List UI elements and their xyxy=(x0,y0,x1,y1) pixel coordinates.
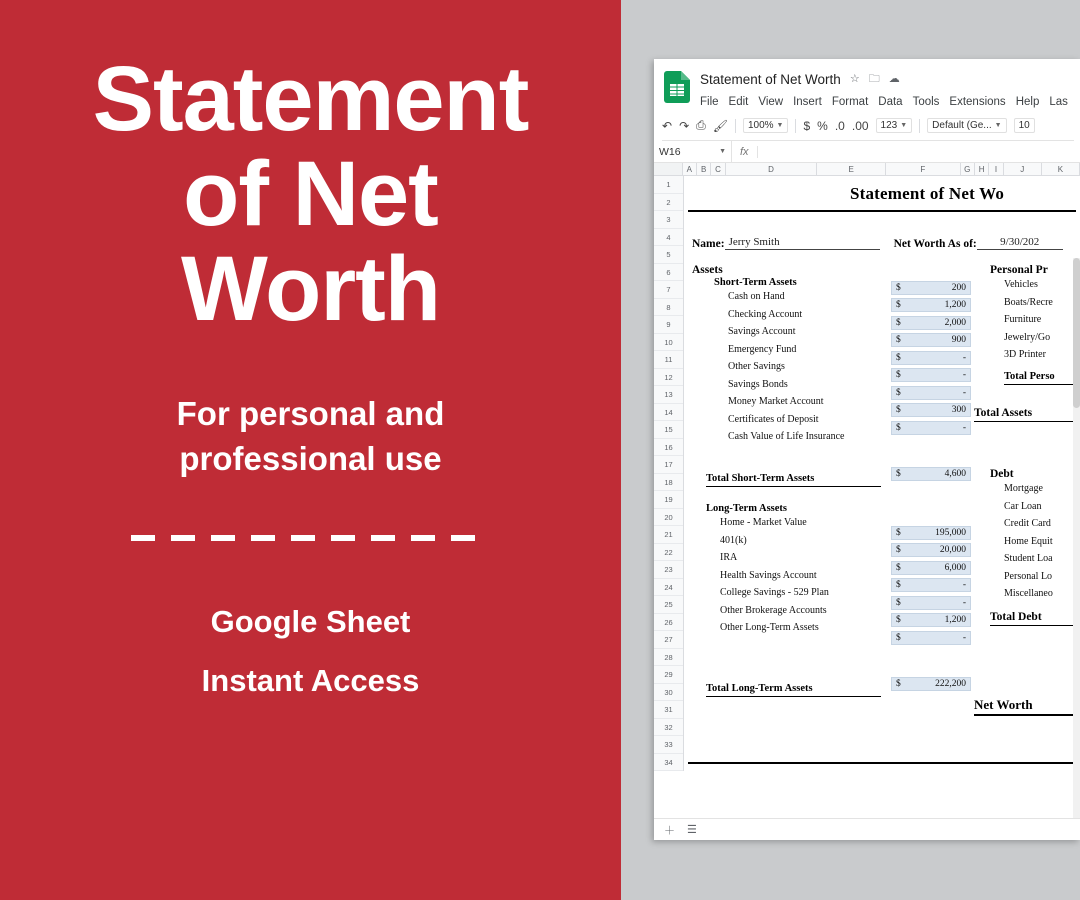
personal-property-list xyxy=(1004,276,1080,364)
list-item: College Savings - 529 Plan xyxy=(720,587,829,598)
debt-list xyxy=(1004,480,1080,603)
row-header[interactable]: 10 xyxy=(654,334,683,352)
net-worth-wrap xyxy=(974,696,1080,716)
number-format-select[interactable] xyxy=(876,118,913,133)
menu-help[interactable]: Help xyxy=(1015,96,1040,108)
currency-symbol: $ xyxy=(896,633,901,643)
row-header[interactable]: 7 xyxy=(654,281,683,299)
column-header-i[interactable]: I xyxy=(989,163,1003,175)
row-header[interactable]: 8 xyxy=(654,299,683,317)
debt-section xyxy=(990,468,1080,626)
google-sheets-window xyxy=(654,59,1080,840)
percent-format-button[interactable]: % xyxy=(817,118,828,133)
column-header-j[interactable]: J xyxy=(1004,163,1042,175)
value-cell[interactable] xyxy=(891,386,971,400)
total-debt-label: Total Debt xyxy=(990,610,1042,623)
menu-last-edit[interactable]: Las xyxy=(1049,96,1068,108)
short-term-total-label: Total Short-Term Assets xyxy=(706,473,815,484)
menu-tools[interactable]: Tools xyxy=(912,96,940,108)
promo-title-line-2: of Net xyxy=(183,142,438,245)
list-item: 3D Printer xyxy=(1004,349,1046,360)
row-header[interactable]: 23 xyxy=(654,561,683,579)
promo-title xyxy=(31,48,591,340)
column-header-e[interactable]: E xyxy=(817,163,886,175)
long-term-total-label: Total Long-Term Assets xyxy=(706,683,813,694)
menu-extensions[interactable]: Extensions xyxy=(949,96,1006,108)
cell-value: 900 xyxy=(951,335,966,345)
menu-insert[interactable]: Insert xyxy=(793,96,822,108)
chevron-down-icon: ▼ xyxy=(776,122,784,129)
sheet-footer xyxy=(654,818,1080,840)
formula-input[interactable] xyxy=(758,141,1080,163)
cell-value: 195,000 xyxy=(935,528,966,538)
decrease-decimal-button[interactable]: .0 xyxy=(834,118,845,133)
select-all-corner[interactable] xyxy=(654,163,683,175)
currency-symbol: $ xyxy=(896,283,901,293)
name-label: Name: xyxy=(692,238,725,250)
row-header[interactable]: 28 xyxy=(654,649,683,667)
list-item: Checking Account xyxy=(728,308,803,320)
name-row xyxy=(692,236,1080,250)
currency-symbol: $ xyxy=(896,563,901,573)
chevron-down-icon: ▼ xyxy=(900,122,908,129)
sheet-heading: Statement of Net Wo xyxy=(849,184,1005,203)
menu-data[interactable]: Data xyxy=(878,96,903,108)
currency-symbol: $ xyxy=(896,388,901,398)
currency-symbol: $ xyxy=(896,353,901,363)
row-header[interactable]: 11 xyxy=(654,351,683,369)
cell-value: 300 xyxy=(951,405,966,415)
row-header[interactable]: 19 xyxy=(654,491,683,509)
net-worth-label: Net Worth xyxy=(974,697,1033,712)
long-term-total-cell[interactable] xyxy=(891,677,971,691)
list-item: IRA xyxy=(720,552,738,563)
menu-format[interactable]: Format xyxy=(831,96,869,108)
promo-title-line-1: Statement xyxy=(92,48,529,150)
personal-property-total-wrap xyxy=(1004,366,1080,385)
row-header[interactable]: 4 xyxy=(654,229,683,247)
sheet-content[interactable] xyxy=(684,176,1080,771)
star-icon[interactable]: ☆ xyxy=(849,72,860,85)
list-item: 401(k) xyxy=(720,534,747,546)
row-header[interactable]: 18 xyxy=(654,474,683,492)
list-item: Home - Market Value xyxy=(720,517,807,528)
list-item: Other Savings xyxy=(728,361,785,372)
print-icon[interactable]: ⎙ xyxy=(696,118,706,132)
value-cell[interactable] xyxy=(891,298,971,312)
undo-icon[interactable]: ↶ xyxy=(662,118,673,133)
value-cell[interactable] xyxy=(891,543,971,557)
assets-header: Assets xyxy=(692,264,723,276)
all-sheets-icon[interactable]: ☰ xyxy=(687,824,697,836)
currency-symbol: $ xyxy=(896,580,901,590)
list-item: Savings Bonds xyxy=(728,378,788,390)
row-header[interactable]: 25 xyxy=(654,596,683,614)
menu-view[interactable]: View xyxy=(758,96,784,108)
number-format-value: 123 xyxy=(880,120,898,131)
title-row xyxy=(700,69,1068,89)
list-item: Boats/Recre xyxy=(1004,296,1053,308)
row-header[interactable]: 27 xyxy=(654,631,683,649)
menu-file[interactable]: File xyxy=(700,96,719,108)
font-select[interactable] xyxy=(927,118,1006,133)
name-box-value: W16 xyxy=(659,145,681,158)
list-item: Miscellaneo xyxy=(1004,588,1053,599)
short-term-total-label-wrap xyxy=(706,468,881,487)
screenshot-backdrop xyxy=(621,0,1080,900)
cell-value: - xyxy=(962,598,966,608)
value-cell[interactable] xyxy=(891,316,971,330)
currency-symbol: $ xyxy=(896,370,901,380)
long-term-total-label-wrap xyxy=(706,678,881,697)
currency-symbol: $ xyxy=(896,335,901,345)
promo-footer-line-2: Instant Access xyxy=(201,663,420,699)
cell-value: 1,200 xyxy=(944,300,966,310)
row-header[interactable]: 22 xyxy=(654,544,683,562)
promo-footer-line-1: Google Sheet xyxy=(210,604,411,640)
currency-format-button[interactable]: $ xyxy=(803,118,811,133)
value-cell[interactable] xyxy=(891,631,971,645)
cell-value: - xyxy=(962,353,966,363)
row-header[interactable]: 31 xyxy=(654,701,683,719)
column-header-g[interactable]: G xyxy=(961,163,975,175)
row-header[interactable]: 5 xyxy=(654,246,683,264)
value-cell[interactable] xyxy=(891,281,971,295)
currency-symbol: $ xyxy=(896,423,901,433)
cell-value: - xyxy=(962,388,966,398)
dashed-divider xyxy=(131,535,491,541)
list-item: Health Savings Account xyxy=(720,569,817,581)
cell-value: 4,600 xyxy=(944,469,966,479)
row-headers xyxy=(654,176,684,771)
promo-footer xyxy=(202,593,420,711)
personal-property-section xyxy=(990,264,1080,385)
zoom-value: 100% xyxy=(747,120,774,131)
currency-symbol: $ xyxy=(896,528,901,538)
total-assets-label: Total Assets xyxy=(974,407,1033,419)
currency-symbol: $ xyxy=(896,405,901,415)
currency-symbol: $ xyxy=(896,469,901,479)
row-header[interactable]: 16 xyxy=(654,439,683,457)
total-debt-wrap xyxy=(990,607,1080,626)
add-sheet-icon[interactable]: ＋ xyxy=(664,824,675,837)
value-cell[interactable] xyxy=(891,421,971,435)
currency-symbol: $ xyxy=(896,318,901,328)
header-text-block xyxy=(700,69,1068,111)
currency-symbol: $ xyxy=(896,679,901,689)
column-header-b[interactable]: B xyxy=(697,163,711,175)
list-item: Vehicles xyxy=(1004,279,1038,290)
promo-title-line-3: Worth xyxy=(180,237,440,340)
list-item: Car Loan xyxy=(1004,500,1042,512)
long-term-list xyxy=(720,514,829,637)
cell-value: 222,200 xyxy=(935,679,966,689)
long-term-section xyxy=(706,503,829,637)
zoom-select[interactable] xyxy=(743,118,789,133)
document-title[interactable]: Statement of Net Worth xyxy=(700,71,841,87)
row-header[interactable]: 13 xyxy=(654,386,683,404)
list-item: Certificates of Deposit xyxy=(728,413,819,425)
value-cell[interactable] xyxy=(891,578,971,592)
long-term-header: Long-Term Assets xyxy=(706,503,787,514)
list-item: Money Market Account xyxy=(728,396,824,407)
row-header[interactable]: 17 xyxy=(654,456,683,474)
chevron-down-icon: ▼ xyxy=(994,122,1002,129)
list-item: Personal Lo xyxy=(1004,570,1053,582)
value-cell[interactable] xyxy=(891,596,971,610)
row-header[interactable]: 30 xyxy=(654,684,683,702)
app-header xyxy=(654,59,1080,111)
column-header-c[interactable]: C xyxy=(711,163,725,175)
spreadsheet-grid xyxy=(654,163,1080,771)
toolbar-divider-2 xyxy=(795,119,796,133)
row-header[interactable]: 1 xyxy=(654,176,683,194)
promo-subtitle: For personal and professional use xyxy=(176,395,445,477)
row-header[interactable]: 9 xyxy=(654,316,683,334)
row-header[interactable]: 14 xyxy=(654,404,683,422)
row-header[interactable]: 32 xyxy=(654,719,683,737)
short-term-header: Short-Term Assets xyxy=(714,277,797,288)
row-header[interactable]: 12 xyxy=(654,369,683,387)
scrollbar-thumb[interactable] xyxy=(1073,258,1080,408)
list-item: Mortgage xyxy=(1004,483,1043,494)
chevron-down-icon: ▼ xyxy=(719,148,726,155)
cell-value: - xyxy=(962,370,966,380)
row-header[interactable]: 6 xyxy=(654,264,683,282)
formula-bar-row xyxy=(654,141,1080,163)
toolbar xyxy=(662,114,1074,141)
assets-section xyxy=(692,264,844,446)
cell-value: - xyxy=(962,633,966,643)
column-header-h[interactable]: H xyxy=(975,163,989,175)
asof-label: Net Worth As of: xyxy=(893,238,977,250)
cell-value: 1,200 xyxy=(944,615,966,625)
row-header[interactable]: 15 xyxy=(654,421,683,439)
toolbar-divider-1 xyxy=(735,119,736,133)
move-to-folder-icon[interactable]: 🗀 xyxy=(868,72,880,85)
grid-rows xyxy=(654,176,1080,771)
column-header-a[interactable]: A xyxy=(683,163,697,175)
list-item: Savings Account xyxy=(728,326,796,337)
row-header[interactable]: 33 xyxy=(654,736,683,754)
row-header[interactable]: 34 xyxy=(654,754,683,772)
value-cell[interactable] xyxy=(891,403,971,417)
list-item: Cash on Hand xyxy=(728,291,785,302)
debt-header: Debt xyxy=(990,468,1014,480)
list-item: Student Loa xyxy=(1004,553,1053,564)
column-headers xyxy=(654,163,1080,176)
list-item: Other Brokerage Accounts xyxy=(720,604,827,616)
toolbar-divider-3 xyxy=(919,119,920,133)
cell-value: 6,000 xyxy=(944,563,966,573)
value-cell[interactable] xyxy=(891,368,971,382)
row-header[interactable]: 26 xyxy=(654,614,683,632)
row-header[interactable]: 3 xyxy=(654,211,683,229)
list-item: Credit Card xyxy=(1004,518,1051,529)
list-item: Other Long-Term Assets xyxy=(720,622,819,633)
personal-property-total-label: Total Perso xyxy=(1004,370,1055,382)
value-cell[interactable] xyxy=(891,526,971,540)
row-header[interactable]: 29 xyxy=(654,666,683,684)
row-header[interactable]: 21 xyxy=(654,526,683,544)
cell-value: 20,000 xyxy=(939,545,966,555)
currency-symbol: $ xyxy=(896,545,901,555)
bottom-rule xyxy=(688,762,1076,764)
total-assets-wrap xyxy=(974,403,1080,422)
short-term-list xyxy=(728,288,844,446)
google-sheets-logo-icon xyxy=(664,71,690,103)
value-cell[interactable] xyxy=(891,333,971,347)
cell-value: 2,000 xyxy=(944,318,966,328)
paint-format-icon[interactable]: 🖌 xyxy=(712,118,728,133)
list-item: Emergency Fund xyxy=(728,343,797,355)
column-header-f[interactable]: F xyxy=(886,163,960,175)
menu-edit[interactable]: Edit xyxy=(728,96,749,108)
personal-property-header: Personal Pr xyxy=(990,264,1048,276)
heading-rule xyxy=(688,210,1076,212)
menu-bar xyxy=(700,96,1068,108)
font-size-select[interactable] xyxy=(1014,118,1035,133)
asof-value[interactable]: 9/30/202 xyxy=(977,236,1063,250)
row-header[interactable]: 2 xyxy=(654,194,683,212)
list-item: Jewelry/Go xyxy=(1004,331,1051,343)
vertical-scrollbar[interactable] xyxy=(1073,258,1080,840)
cell-value: - xyxy=(962,580,966,590)
currency-symbol: $ xyxy=(896,615,901,625)
font-size-value: 10 xyxy=(1018,120,1030,131)
cell-value: 200 xyxy=(951,283,966,293)
value-cell[interactable] xyxy=(891,561,971,575)
list-item: Home Equit xyxy=(1004,535,1053,547)
column-header-k[interactable]: K xyxy=(1042,163,1080,175)
name-value[interactable]: Jerry Smith xyxy=(725,236,880,250)
cloud-icon[interactable]: ☁ xyxy=(888,72,900,85)
fx-icon: fx xyxy=(732,146,758,158)
font-value: Default (Ge... xyxy=(932,120,992,131)
currency-symbol: $ xyxy=(896,598,901,608)
short-term-total-cell[interactable] xyxy=(891,467,971,481)
redo-icon[interactable]: ↷ xyxy=(679,118,690,133)
increase-decimal-button[interactable]: .00 xyxy=(851,118,869,133)
list-item: Cash Value of Life Insurance xyxy=(728,431,845,442)
value-cell[interactable] xyxy=(891,351,971,365)
value-cell[interactable] xyxy=(891,613,971,627)
column-header-d[interactable]: D xyxy=(726,163,818,175)
name-box[interactable] xyxy=(654,141,732,163)
row-header[interactable]: 24 xyxy=(654,579,683,597)
currency-symbol: $ xyxy=(896,300,901,310)
row-header[interactable]: 20 xyxy=(654,509,683,527)
cell-value: - xyxy=(962,423,966,433)
list-item: Furniture xyxy=(1004,314,1042,325)
